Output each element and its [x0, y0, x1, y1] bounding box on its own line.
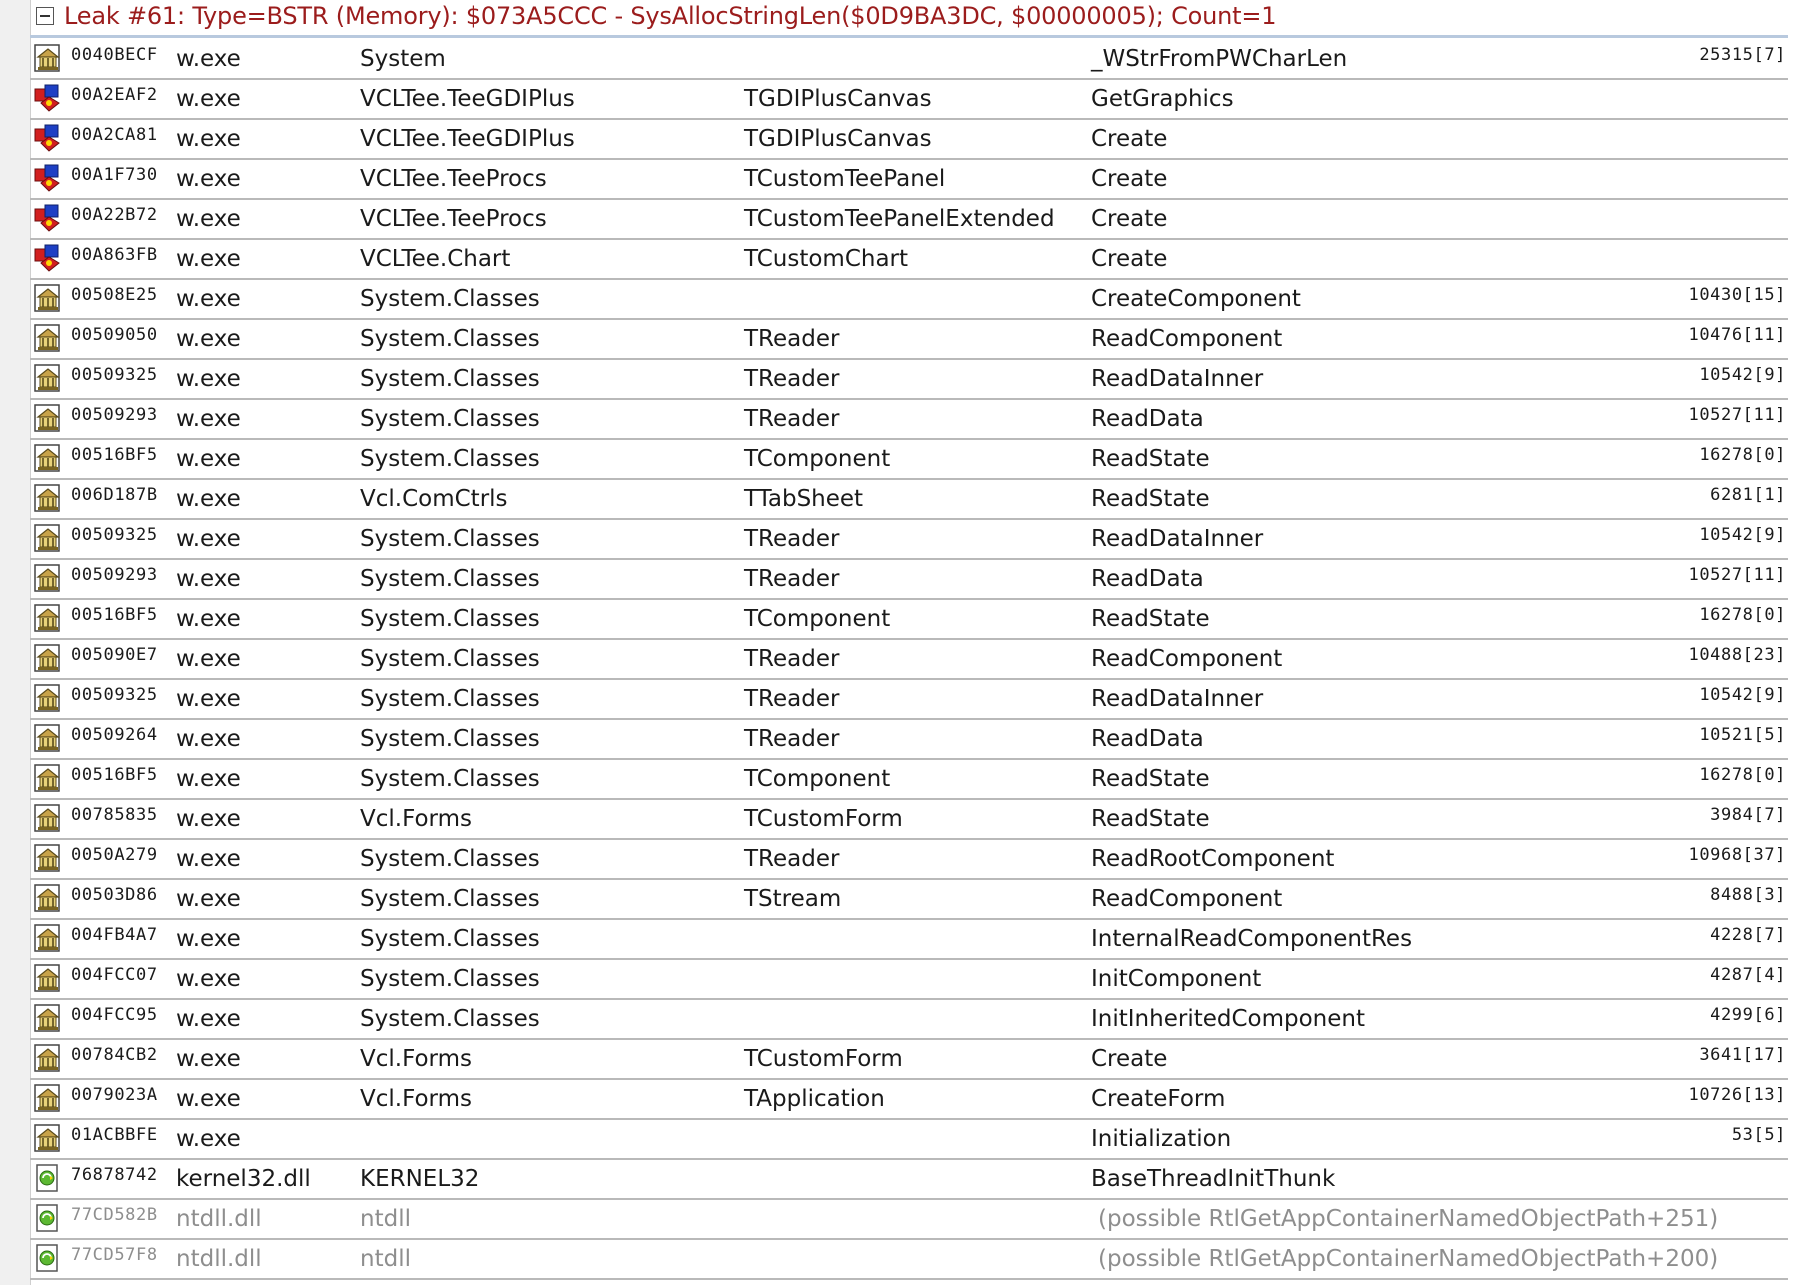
frame-unit: VCLTee.TeeGDIPlus	[360, 86, 575, 112]
frame-method: BaseThreadInitThunk	[1091, 1166, 1336, 1192]
frame-module: w.exe	[176, 526, 241, 552]
frame-class: TGDIPlusCanvas	[744, 86, 932, 112]
stack-frame-row[interactable]	[30, 800, 1788, 840]
frame-unit: ntdll	[360, 1206, 411, 1232]
frame-method: Create	[1091, 206, 1168, 232]
frame-address: 77CD582B	[71, 1205, 158, 1225]
frame-module: w.exe	[176, 286, 241, 312]
frame-module: w.exe	[176, 1126, 241, 1152]
stack-frame-row[interactable]	[30, 40, 1788, 80]
building-icon	[33, 723, 63, 753]
frame-line-number: 10430[15]	[1688, 285, 1786, 305]
frame-address: 00509050	[71, 325, 158, 345]
dll-icon	[33, 1203, 63, 1233]
frame-method: Initialization	[1091, 1126, 1232, 1152]
stack-frame-row[interactable]	[30, 560, 1788, 600]
frame-unit: System.Classes	[360, 286, 540, 312]
stack-frame-row[interactable]	[30, 1040, 1788, 1080]
frame-address: 00509325	[71, 365, 158, 385]
stack-frame-row[interactable]	[30, 440, 1788, 480]
frame-unit: System.Classes	[360, 966, 540, 992]
building-icon	[33, 1083, 63, 1113]
frame-method: InternalReadComponentRes	[1091, 926, 1413, 952]
frame-method: _WStrFromPWCharLen	[1091, 46, 1348, 72]
frame-address: 0079023A	[71, 1085, 158, 1105]
frame-unit: System.Classes	[360, 326, 540, 352]
frame-method: Create	[1091, 246, 1168, 272]
frame-address: 00A863FB	[71, 245, 158, 265]
frame-address: 00503D86	[71, 885, 158, 905]
stack-frame-row[interactable]	[30, 360, 1788, 400]
frame-class: TReader	[744, 846, 840, 872]
frame-unit: VCLTee.TeeProcs	[360, 166, 547, 192]
frame-method: Create	[1091, 166, 1168, 192]
frame-module: w.exe	[176, 806, 241, 832]
frame-unit: VCLTee.TeeGDIPlus	[360, 126, 575, 152]
frame-line-number: 16278[0]	[1699, 445, 1786, 465]
stack-frame-row[interactable]	[30, 1120, 1788, 1160]
frame-line-number: 10476[11]	[1688, 325, 1786, 345]
frame-address: 00509325	[71, 685, 158, 705]
building-icon	[33, 483, 63, 513]
frame-unit: System	[360, 46, 446, 72]
frame-class: TReader	[744, 566, 840, 592]
frame-method: InitComponent	[1091, 966, 1262, 992]
frame-address: 00785835	[71, 805, 158, 825]
frame-class: TComponent	[744, 606, 891, 632]
frame-module: w.exe	[176, 566, 241, 592]
frame-method: InitInheritedComponent	[1091, 1006, 1366, 1032]
stack-frame-row[interactable]	[30, 600, 1788, 640]
frame-module: w.exe	[176, 1046, 241, 1072]
frame-method: (possible RtlGetAppContainerNamedObjectPath+200)	[1098, 1246, 1719, 1272]
frame-method: ReadComponent	[1091, 886, 1283, 912]
frame-module: w.exe	[176, 686, 241, 712]
building-icon	[33, 643, 63, 673]
frame-class: TReader	[744, 526, 840, 552]
building-icon	[33, 603, 63, 633]
frame-class: TCustomChart	[744, 246, 909, 272]
stack-frame-row[interactable]	[30, 1240, 1788, 1280]
frame-line-number: 10527[11]	[1688, 405, 1786, 425]
frame-address: 00516BF5	[71, 445, 158, 465]
frame-address: 0040BECF	[71, 45, 158, 65]
frame-module: w.exe	[176, 646, 241, 672]
stack-frame-row[interactable]	[30, 720, 1788, 760]
frame-class: TReader	[744, 366, 840, 392]
frame-module: w.exe	[176, 846, 241, 872]
stack-frame-row[interactable]	[30, 1080, 1788, 1120]
frame-unit: System.Classes	[360, 366, 540, 392]
frame-class: TReader	[744, 646, 840, 672]
frame-class: TStream	[744, 886, 842, 912]
frame-class: TReader	[744, 686, 840, 712]
frame-address: 00784CB2	[71, 1045, 158, 1065]
frame-line-number: 10542[9]	[1699, 365, 1786, 385]
frame-module: w.exe	[176, 1006, 241, 1032]
stack-frame-row[interactable]	[30, 400, 1788, 440]
building-icon	[33, 443, 63, 473]
frame-class: TComponent	[744, 766, 891, 792]
frame-unit: System.Classes	[360, 1006, 540, 1032]
frame-module: w.exe	[176, 166, 241, 192]
frame-address: 00A2EAF2	[71, 85, 158, 105]
frame-address: 00516BF5	[71, 765, 158, 785]
frame-unit: System.Classes	[360, 406, 540, 432]
frame-module: w.exe	[176, 366, 241, 392]
stack-frame-row[interactable]	[30, 120, 1788, 160]
call-stack-list	[30, 40, 1788, 1280]
frame-address: 77CD57F8	[71, 1245, 158, 1265]
frame-line-number: 4228[7]	[1710, 925, 1786, 945]
frame-address: 0050A279	[71, 845, 158, 865]
frame-method: ReadComponent	[1091, 646, 1283, 672]
frame-method: CreateForm	[1091, 1086, 1226, 1112]
frame-module: w.exe	[176, 246, 241, 272]
frame-class: TCustomTeePanel	[744, 166, 946, 192]
frame-module: w.exe	[176, 486, 241, 512]
frame-class: TGDIPlusCanvas	[744, 126, 932, 152]
building-icon	[33, 363, 63, 393]
stack-frame-row[interactable]	[30, 160, 1788, 200]
frame-address: 00A22B72	[71, 205, 158, 225]
frame-address: 00516BF5	[71, 605, 158, 625]
frame-address: 004FCC07	[71, 965, 158, 985]
dll-icon	[33, 1243, 63, 1273]
frame-line-number: 16278[0]	[1699, 765, 1786, 785]
frame-address: 01ACBBFE	[71, 1125, 158, 1145]
stack-frame-row[interactable]	[30, 320, 1788, 360]
stack-frame-row[interactable]	[30, 880, 1788, 920]
stack-frame-row[interactable]	[30, 920, 1788, 960]
frame-unit: VCLTee.Chart	[360, 246, 511, 272]
stack-frame-row[interactable]	[30, 1000, 1788, 1040]
building-icon	[33, 1043, 63, 1073]
frame-method: ReadState	[1091, 766, 1210, 792]
frame-address: 00509325	[71, 525, 158, 545]
building-icon	[33, 683, 63, 713]
frame-module: kernel32.dll	[176, 1166, 311, 1192]
frame-line-number: 10968[37]	[1688, 845, 1786, 865]
flag-icon	[33, 163, 63, 193]
frame-module: w.exe	[176, 966, 241, 992]
stack-frame-row[interactable]	[30, 760, 1788, 800]
building-icon	[33, 563, 63, 593]
frame-line-number: 10488[23]	[1688, 645, 1786, 665]
frame-module: w.exe	[176, 86, 241, 112]
frame-line-number: 10726[13]	[1688, 1085, 1786, 1105]
stack-frame-row[interactable]	[30, 840, 1788, 880]
frame-method: Create	[1091, 126, 1168, 152]
frame-unit: KERNEL32	[360, 1166, 480, 1192]
frame-line-number: 53[5]	[1731, 1125, 1786, 1145]
frame-unit: System.Classes	[360, 606, 540, 632]
frame-line-number: 3641[17]	[1699, 1045, 1786, 1065]
frame-class: TComponent	[744, 446, 891, 472]
flag-icon	[33, 203, 63, 233]
stack-frame-row[interactable]	[30, 80, 1788, 120]
frame-class: TCustomTeePanelExtended	[744, 206, 1055, 232]
frame-module: ntdll.dll	[176, 1246, 262, 1272]
frame-unit: System.Classes	[360, 726, 540, 752]
frame-method: CreateComponent	[1091, 286, 1301, 312]
stack-frame-row[interactable]	[30, 240, 1788, 280]
frame-line-number: 4287[4]	[1710, 965, 1786, 985]
stack-frame-row[interactable]	[30, 1160, 1788, 1200]
frame-address: 00A1F730	[71, 165, 158, 185]
collapse-icon[interactable]	[36, 7, 54, 25]
frame-address: 005090E7	[71, 645, 158, 665]
frame-method: Create	[1091, 1046, 1168, 1072]
frame-module: w.exe	[176, 46, 241, 72]
frame-unit: System.Classes	[360, 846, 540, 872]
building-icon	[33, 43, 63, 73]
frame-method: ReadData	[1091, 726, 1204, 752]
flag-icon	[33, 123, 63, 153]
frame-method: ReadComponent	[1091, 326, 1283, 352]
frame-class: TApplication	[744, 1086, 885, 1112]
frame-class: TTabSheet	[744, 486, 864, 512]
building-icon	[33, 323, 63, 353]
frame-line-number: 3984[7]	[1710, 805, 1786, 825]
frame-module: w.exe	[176, 126, 241, 152]
frame-address: 00A2CA81	[71, 125, 158, 145]
frame-module: w.exe	[176, 766, 241, 792]
building-icon	[33, 803, 63, 833]
frame-module: w.exe	[176, 326, 241, 352]
frame-module: w.exe	[176, 726, 241, 752]
building-icon	[33, 843, 63, 873]
frame-line-number: 6281[1]	[1710, 485, 1786, 505]
building-icon	[33, 923, 63, 953]
frame-address: 76878742	[71, 1165, 158, 1185]
frame-method: ReadData	[1091, 566, 1204, 592]
frame-class: TReader	[744, 726, 840, 752]
frame-address: 00508E25	[71, 285, 158, 305]
building-icon	[33, 283, 63, 313]
frame-line-number: 10521[5]	[1699, 725, 1786, 745]
stack-frame-row[interactable]	[30, 960, 1788, 1000]
frame-unit: System.Classes	[360, 526, 540, 552]
frame-address: 006D187B	[71, 485, 158, 505]
frame-line-number: 10542[9]	[1699, 525, 1786, 545]
frame-address: 00509293	[71, 565, 158, 585]
frame-unit: Vcl.Forms	[360, 1046, 473, 1072]
frame-line-number: 10542[9]	[1699, 685, 1786, 705]
stack-frame-row[interactable]	[30, 640, 1788, 680]
frame-module: w.exe	[176, 206, 241, 232]
frame-unit: System.Classes	[360, 766, 540, 792]
frame-line-number: 16278[0]	[1699, 605, 1786, 625]
frame-method: (possible RtlGetAppContainerNamedObjectPath+251)	[1098, 1206, 1719, 1232]
frame-module: w.exe	[176, 606, 241, 632]
frame-method: ReadState	[1091, 606, 1210, 632]
frame-method: ReadDataInner	[1091, 366, 1264, 392]
building-icon	[33, 1123, 63, 1153]
tree-gutter	[0, 0, 31, 1285]
frame-method: ReadState	[1091, 806, 1210, 832]
frame-unit: System.Classes	[360, 566, 540, 592]
frame-unit: VCLTee.TeeProcs	[360, 206, 547, 232]
frame-unit: Vcl.Forms	[360, 806, 473, 832]
frame-line-number: 4299[6]	[1710, 1005, 1786, 1025]
frame-address: 004FB4A7	[71, 925, 158, 945]
frame-unit: System.Classes	[360, 686, 540, 712]
frame-method: GetGraphics	[1091, 86, 1234, 112]
frame-method: ReadDataInner	[1091, 526, 1264, 552]
flag-icon	[33, 83, 63, 113]
frame-line-number: 25315[7]	[1699, 45, 1786, 65]
frame-line-number: 8488[3]	[1710, 885, 1786, 905]
building-icon	[33, 883, 63, 913]
stack-frame-row[interactable]	[30, 520, 1788, 560]
frame-module: w.exe	[176, 1086, 241, 1112]
stack-frame-row[interactable]	[30, 680, 1788, 720]
frame-module: w.exe	[176, 406, 241, 432]
frame-module: w.exe	[176, 926, 241, 952]
frame-method: ReadDataInner	[1091, 686, 1264, 712]
frame-method: ReadRootComponent	[1091, 846, 1335, 872]
stack-frame-row[interactable]	[30, 480, 1788, 520]
dll-icon	[33, 1163, 63, 1193]
building-icon	[33, 763, 63, 793]
frame-address: 00509293	[71, 405, 158, 425]
frame-unit: System.Classes	[360, 446, 540, 472]
frame-unit: ntdll	[360, 1246, 411, 1272]
stack-frame-row[interactable]	[30, 1200, 1788, 1240]
stack-frame-row[interactable]	[30, 200, 1788, 240]
stack-frame-row[interactable]	[30, 280, 1788, 320]
leak-header-row[interactable]	[30, 0, 1788, 38]
frame-method: ReadState	[1091, 486, 1210, 512]
frame-class: TCustomForm	[744, 806, 903, 832]
frame-method: ReadState	[1091, 446, 1210, 472]
frame-unit: System.Classes	[360, 646, 540, 672]
flag-icon	[33, 243, 63, 273]
frame-unit: Vcl.Forms	[360, 1086, 473, 1112]
frame-class: TReader	[744, 406, 840, 432]
frame-address: 00509264	[71, 725, 158, 745]
leak-title: Leak #61: Type=BSTR (Memory): $073A5CCC - SysAllocStringLen($0D9BA3DC, $00000005); Count=1	[64, 2, 1277, 30]
frame-class: TReader	[744, 326, 840, 352]
frame-method: ReadData	[1091, 406, 1204, 432]
frame-module: ntdll.dll	[176, 1206, 262, 1232]
frame-module: w.exe	[176, 886, 241, 912]
building-icon	[33, 963, 63, 993]
building-icon	[33, 1003, 63, 1033]
frame-unit: System.Classes	[360, 926, 540, 952]
building-icon	[33, 403, 63, 433]
frame-line-number: 10527[11]	[1688, 565, 1786, 585]
frame-unit: System.Classes	[360, 886, 540, 912]
building-icon	[33, 523, 63, 553]
frame-address: 004FCC95	[71, 1005, 158, 1025]
frame-unit: Vcl.ComCtrls	[360, 486, 508, 512]
frame-class: TCustomForm	[744, 1046, 903, 1072]
frame-module: w.exe	[176, 446, 241, 472]
